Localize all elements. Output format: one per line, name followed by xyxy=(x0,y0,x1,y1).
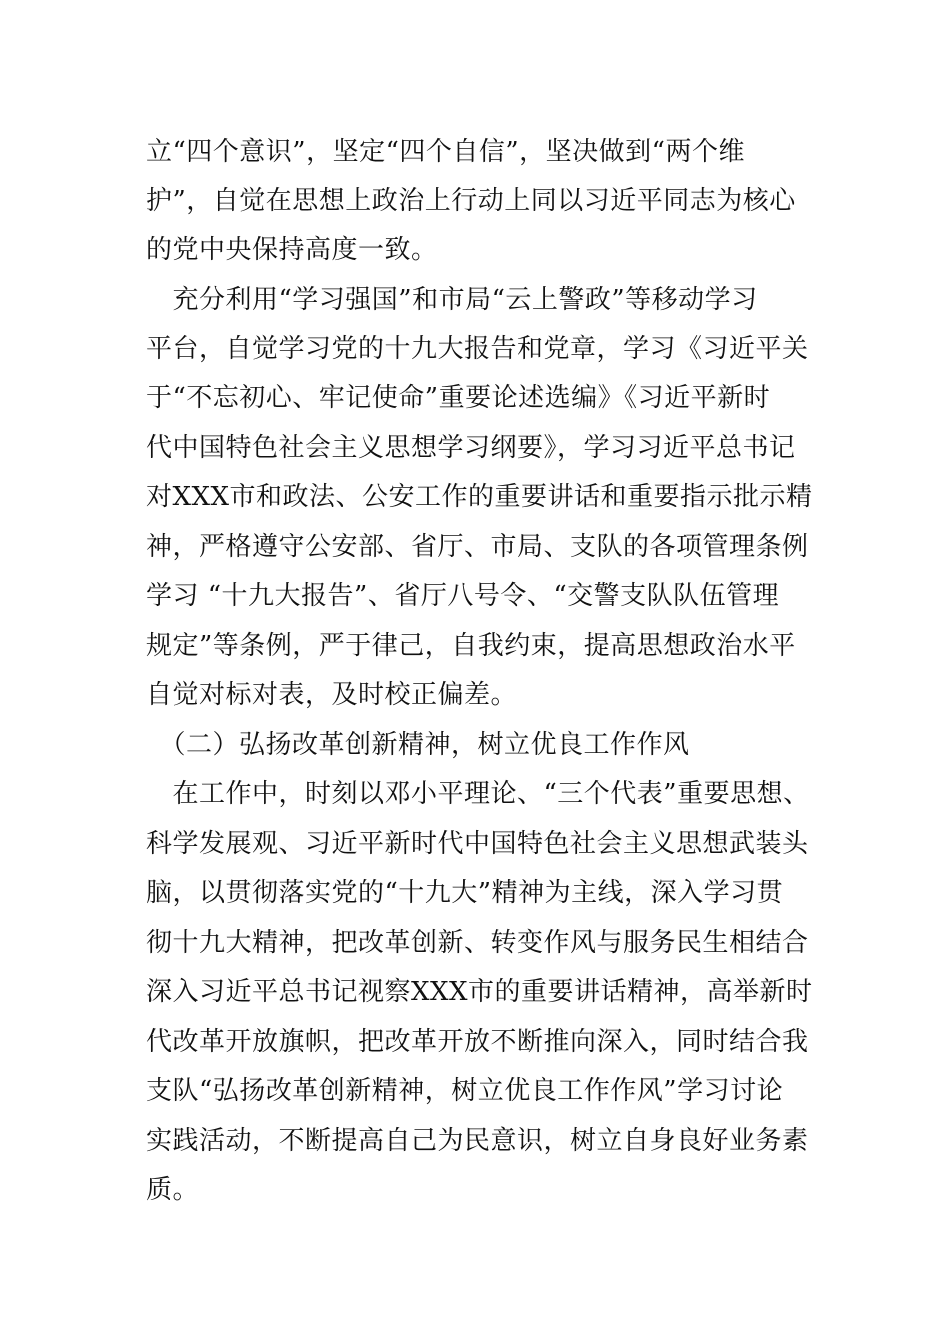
text-line: 深入习近平总书记视察XXX市的重要讲话精神，高举新时 xyxy=(146,977,813,1007)
text-line: 代中国特色社会主义思想学习纲要》，学习习近平总书记 xyxy=(146,433,796,463)
text-line: 于“不忘初心、牢记使命”重要论述选编》《习近平新时 xyxy=(146,383,771,413)
text-line: 立“四个意识”，坚定“四个自信”，坚决做到“两个维 xyxy=(146,137,745,167)
text-line: 脑，以贯彻落实党的“十九大”精神为主线，深入学习贯 xyxy=(146,878,784,908)
text-line: 充分利用“学习强国”和市局“云上警政”等移动学习 xyxy=(146,285,758,315)
text-line: 平台，自觉学习党的十九大报告和党章，学习《习近平关 xyxy=(146,334,809,364)
text-line: 自觉对标对表，及时校正偏差。 xyxy=(146,680,518,710)
text-line: 的党中央保持高度一致。 xyxy=(146,235,438,265)
text-line: 彻十九大精神，把改革创新、转变作风与服务民生相结合 xyxy=(146,928,809,958)
text-line: 支队“弘扬改革创新精神，树立优良工作作风”学习讨论 xyxy=(146,1076,784,1106)
text-line: 质。 xyxy=(146,1175,200,1205)
text-line: 对XXX市和政法、公安工作的重要讲话和重要指示批示精 xyxy=(146,482,813,512)
section-heading: （二）弘扬改革创新精神，树立优良工作作风 xyxy=(146,730,690,760)
text-line: 学习 “十九大报告”、省厅八号令、“交警支队队伍管理 xyxy=(146,581,780,611)
text-line: 规定”等条例，严于律己，自我约束，提高思想政治水平 xyxy=(146,631,796,661)
text-line: 代改革开放旗帜，把改革开放不断推向深入，同时结合我 xyxy=(146,1027,809,1057)
text-line: 在工作中，时刻以邓小平理论、“三个代表”重要思想、 xyxy=(146,779,810,809)
text-line: 护”，自觉在思想上政治上行动上同以习近平同志为核心 xyxy=(146,186,796,216)
text-line: 实践活动，不断提高自己为民意识，树立自身良好业务素 xyxy=(146,1126,809,1156)
text-line: 神，严格遵守公安部、省厅、市局、支队的各项管理条例 xyxy=(146,532,809,562)
text-line: 科学发展观、习近平新时代中国特色社会主义思想武装头 xyxy=(146,829,809,859)
